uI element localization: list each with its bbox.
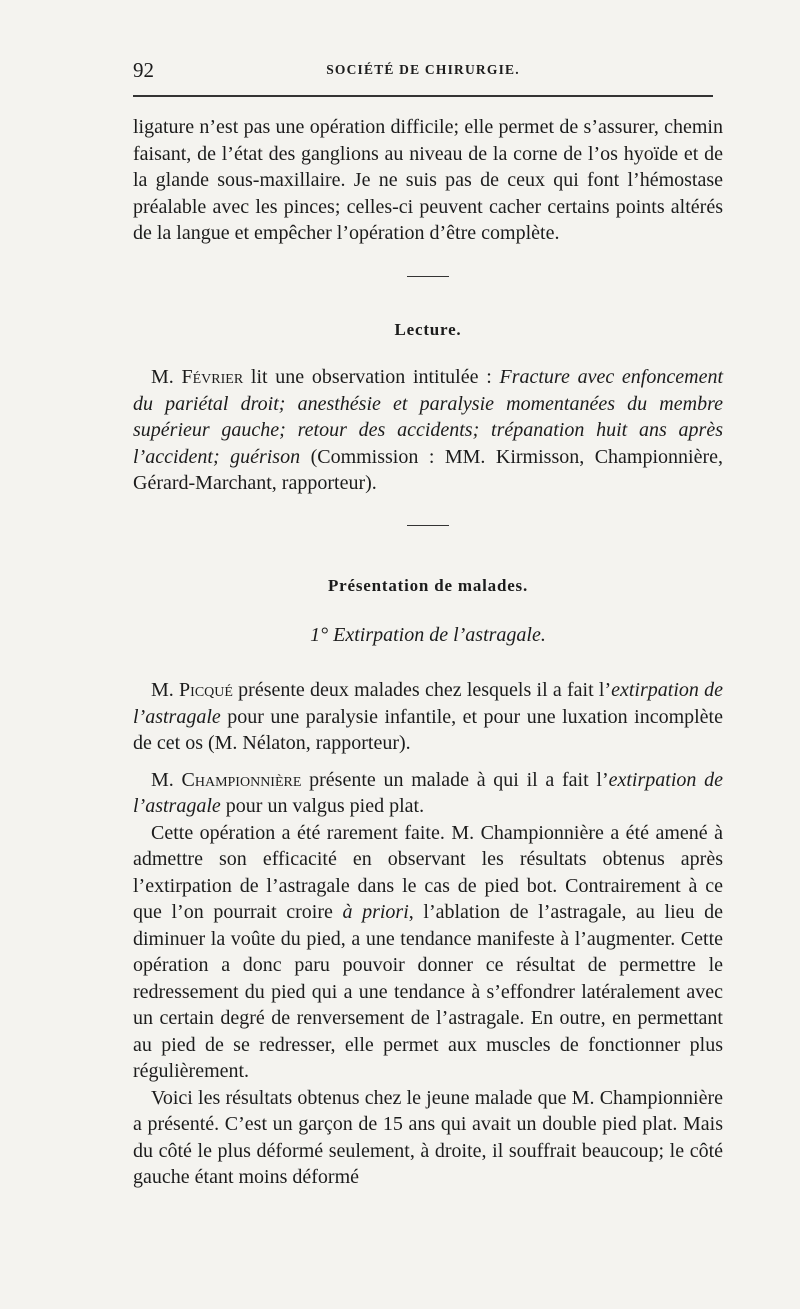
- lecture-heading: Lecture.: [394, 320, 462, 339]
- picque-paragraph: [133, 677, 723, 757]
- italic-phrase: à priori: [342, 901, 409, 923]
- intro-block: [133, 114, 723, 247]
- speaker-name: M. Picqué: [151, 679, 233, 701]
- presentation-divider-wrap: [133, 525, 723, 526]
- presentation-subheading: 1° Extirpation de l’astragale.: [310, 624, 546, 646]
- page-number: 92: [133, 58, 154, 82]
- spacer: [133, 757, 723, 767]
- section-divider: [407, 525, 449, 526]
- paragraph-text: présente deux malades chez lesquels il a fait l’: [232, 679, 612, 701]
- presentation-subheading-block: [133, 624, 723, 647]
- observation-title: Fracture avec enfoncement du pariétal droit; anesthésie et paralysie momentanées du membre supérieur gauche; retour des accidents; trépanation huit ans après l’accident; guérison: [133, 366, 723, 468]
- commission-text: (Commission : MM. Kirmisson, Championnière, Gérard-Marchant, rapporteur).: [133, 445, 723, 494]
- presentation-heading-block: [133, 576, 723, 596]
- speaker-name: M. Février: [151, 366, 244, 388]
- presentation-body: [133, 677, 723, 1191]
- lecture-intro: lit une observation intitulée :: [243, 366, 500, 388]
- presentation-heading: Présentation de malades.: [327, 576, 529, 595]
- paragraph-text: pour une paralysie infantile, et pour une luxation incomplète de cet os (M. Nélaton, rapporteur).: [133, 705, 723, 754]
- speaker-name: M. Championnière: [151, 768, 302, 791]
- paragraph-text: présente un malade à qui il a fait l’: [301, 768, 609, 791]
- intro-paragraph: ligature n’est pas une opération difficile; elle permet de s’assurer, chemin faisant, de l’état des ganglions au niveau de la corne de l’os hyoïde et de la glande sous-maxillaire. Je ne suis pas de ceux qui font l’hémostase préalable avec les pinces; celles-ci peuvent cacher certains points altérés de la langue et empêcher l’opération d’être complète.: [133, 116, 723, 244]
- running-title: SOCIÉTÉ DE CHIRURGIE.: [326, 62, 520, 77]
- championniere-paragraph: [133, 767, 723, 820]
- lecture-paragraph: [133, 364, 723, 497]
- operation-paragraph: [133, 820, 723, 1085]
- paragraph-text: , l’ablation de l’astragale, au lieu de diminuer la voûte du pied, a une tendance manifeste à l’augmenter. Cette opération a donc paru pouvoir donner ce résultat de permettre le redressement du pied qui a une tendance à s’effondrer latéralement avec un certain degré de renversement de l’astragale. En outre, en permettant au pied de se redresser, elle permet aux muscles de fonctionner plus régulièrement.: [133, 901, 723, 1082]
- italic-phrase: extirpation de l’astragale: [133, 679, 723, 728]
- lecture-block: [133, 364, 723, 497]
- header-rule: [133, 95, 713, 97]
- lecture-section: [133, 320, 723, 340]
- paragraph-text: pour un valgus pied plat.: [220, 795, 425, 817]
- section-divider: [407, 276, 449, 277]
- page-header: [133, 58, 713, 88]
- italic-phrase: extirpation de l’astragale: [133, 768, 723, 817]
- lecture-divider-wrap: [133, 276, 723, 277]
- paragraph-text: Cette opération a été rarement faite. M. Championnière a été amené à admettre son efficacité en observant les résultats obtenus après l’extirpation de l’astragale dans le cas de pied bot. Contrairement à ce que l’on pourrait croire: [133, 821, 723, 923]
- results-paragraph: Voici les résultats obtenus chez le jeune malade que M. Championnière a présenté. C’est un garçon de 15 ans qui avait un double pied plat. Mais du côté le plus déformé seulement, à droite, il souffrait beaucoup; le côté gauche étant moins déformé: [133, 1086, 723, 1188]
